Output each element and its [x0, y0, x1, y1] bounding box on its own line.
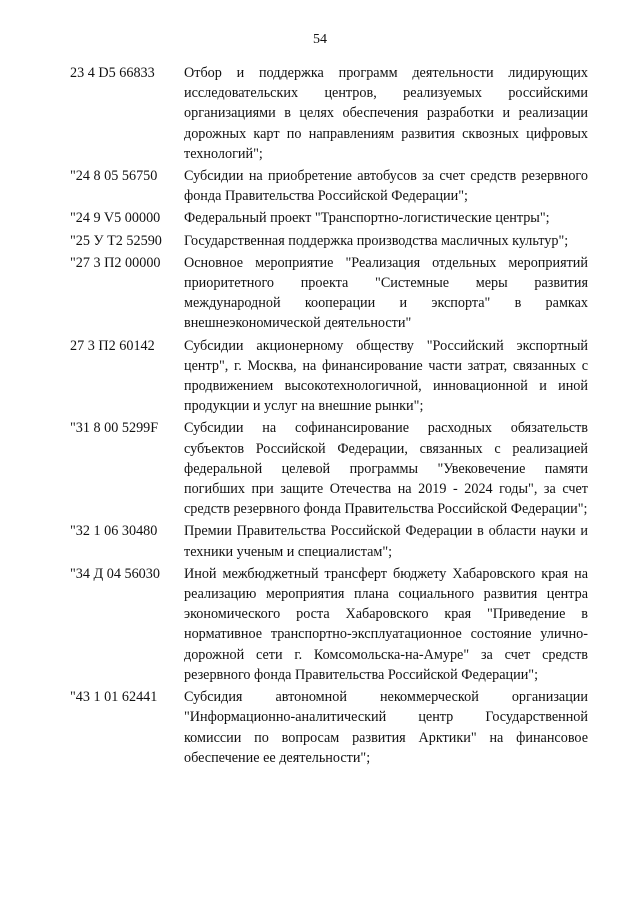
classification-description: Субсидии на приобретение автобусов за счет средств резервного фонда Правительства Российской Федерации"; [184, 168, 588, 205]
list-item [70, 208, 588, 228]
classification-code: "24 9 V5 00000 [70, 210, 161, 227]
classification-code: "32 1 06 30480 [70, 523, 158, 540]
classification-description: Субсидии акционерному обществу "Российский экспортный центр", г. Москва, на финансирование части затрат, связанных с продвижением высокотехнологичной, инновационной и иной продукции и услуг на внешние рынки"; [184, 337, 588, 415]
classification-code: "31 8 00 5299F [70, 420, 159, 437]
list-item [70, 687, 588, 768]
classification-code: "34 Д 04 56030 [70, 565, 160, 582]
classification-description: Государственная поддержка производства масличных культур"; [184, 232, 569, 249]
classification-code: "24 8 05 56750 [70, 168, 158, 185]
classification-description: Субсидия автономной некоммерческой организации "Информационно-аналитический центр Государственной комиссии по вопросам развития Арктики" на финансовое обеспечение ее деятельности"; [184, 689, 588, 766]
classification-description: Основное мероприятие "Реализация отдельных мероприятий приоритетного проекта "Системные меры развития международной кооперации и экспорта" в рамках внешнеэкономической деятельности" [184, 254, 588, 332]
page-number: 54 [313, 32, 327, 47]
list-item [70, 521, 588, 561]
classification-code: "27 3 П2 00000 [70, 254, 161, 271]
list-item [70, 63, 588, 164]
classification-description: Иной межбюджетный трансферт бюджету Хабаровского края на реализацию мероприятия плана социального развития центра экономического роста Хабаровского края "Приведение в нормативное транспортно-эксплуатационное состояние улично-дорожной сети г. Комсомольска-на-Амуре" за счет средств резервного фонда Правительства Российской Федерации"; [184, 565, 588, 683]
classification-description: Отбор и поддержка программ деятельности лидирующих исследовательских центров, реализуемых российскими организациями в целях обеспечения разработки и реализации дорожных карт по направлениям развития сквозных цифровых технологий"; [184, 65, 588, 162]
classification-description: Субсидии на софинансирование расходных обязательств субъектов Российской Федерации, связанных с реализацией федеральной целевой программы "Увековечение памяти погибших при защите Отечества на 2019 - 2024 годы", за счет средств резервного фонда Правительства Российской Федерации"; [184, 420, 588, 518]
list-item [70, 166, 588, 206]
classification-description: Федеральный проект "Транспортно-логистические центры"; [184, 210, 550, 227]
list-item [70, 231, 588, 251]
list-item [70, 418, 588, 519]
classification-code: 23 4 D5 66833 [70, 65, 155, 81]
classification-code: "43 1 01 62441 [70, 689, 158, 706]
classification-description: Премии Правительства Российской Федерации в области науки и техники ученым и специалистам"; [184, 523, 588, 560]
classification-code: 27 3 П2 60142 [70, 337, 155, 354]
list-item [70, 564, 588, 685]
list-item [70, 336, 588, 417]
list-item [70, 253, 588, 334]
classification-code: "25 У Т2 52590 [70, 232, 162, 249]
budget-classification-list [70, 63, 588, 770]
